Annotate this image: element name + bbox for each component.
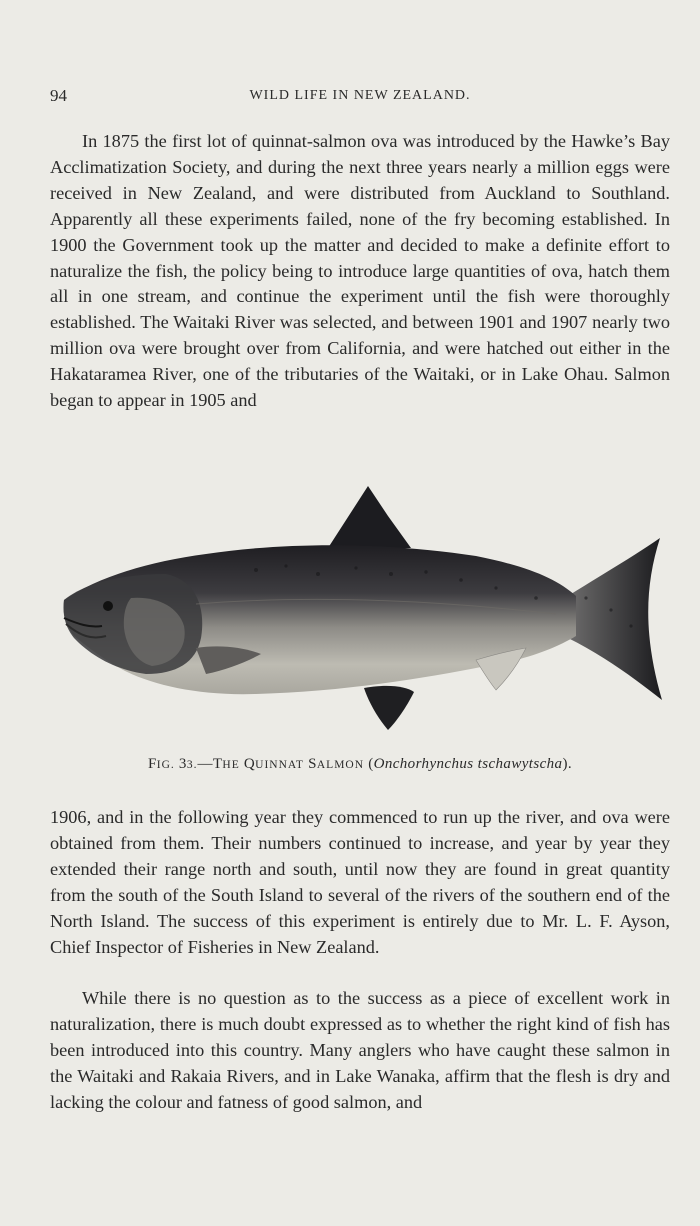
body-paragraph-1: In 1875 the first lot of quinnat-salmon ova was introduced by the Hawke’s Bay Acclimatization Society, and during the next three years nearly a million eggs were received in New Zealand, and were distributed from Auckland to Southland. Apparently all these experiments failed, none of the fry becoming established. In 1900 the Government took up the matter and decided to make a definite effort to naturalize the fish, the policy being to introduce large quantities of ova, hatch them all in one stream, and continue the experiment until the fish were thoroughly established. The Waitaki River was selected, and between 1901 and 1907 nearly two million ova were brought over from California, and were hatched out either in the Hakataramea River, one of the tributaries of the Waitaki, or in Lake Ohau. Salmon began to appear in 1905 and	[50, 131, 670, 411]
pelvic-fin	[364, 686, 414, 730]
caption-dash: —	[197, 756, 213, 772]
page-number: 94	[50, 86, 67, 105]
running-head	[50, 86, 670, 110]
figure-title: THE QUINNAT SALMON	[212, 756, 365, 772]
figure-label: FIG. 33.	[147, 756, 198, 772]
body-paragraph-2: 1906, and in the following year they commenced to run up the river, and ova were obtained from them. Their numbers continued to increase, and year by year they extended their range north and south, until now they are found in great quantity from the south of the South Island to several of the rivers of the southern end of the North Island. The success of this experiment is entirely due to Mr. L. F. Ayson, Chief Inspector of Fisheries in New Zealand.	[50, 807, 670, 957]
tail-fin	[568, 538, 662, 700]
figure-caption	[50, 756, 670, 773]
caption-close-paren: ).	[562, 756, 572, 772]
caption-open-paren: (	[364, 756, 374, 772]
running-title: WILD LIFE IN NEW ZEALAND.	[249, 88, 471, 103]
dorsal-fin	[328, 486, 411, 548]
species-name: Onchorhynchus tschawytscha	[373, 756, 563, 772]
salmon-illustration	[56, 478, 666, 740]
body-paragraph-3: While there is no question as to the success as a piece of excellent work in naturalization, there is much doubt expressed as to whether the right kind of fish has been introduced into this country. Many anglers who have caught these salmon in the Waitaki and Rakaia Rivers, and in Lake Wanaka, affirm that the flesh is dry and lacking the colour and fatness of good salmon, and	[50, 988, 670, 1112]
fish-eye	[103, 601, 113, 611]
